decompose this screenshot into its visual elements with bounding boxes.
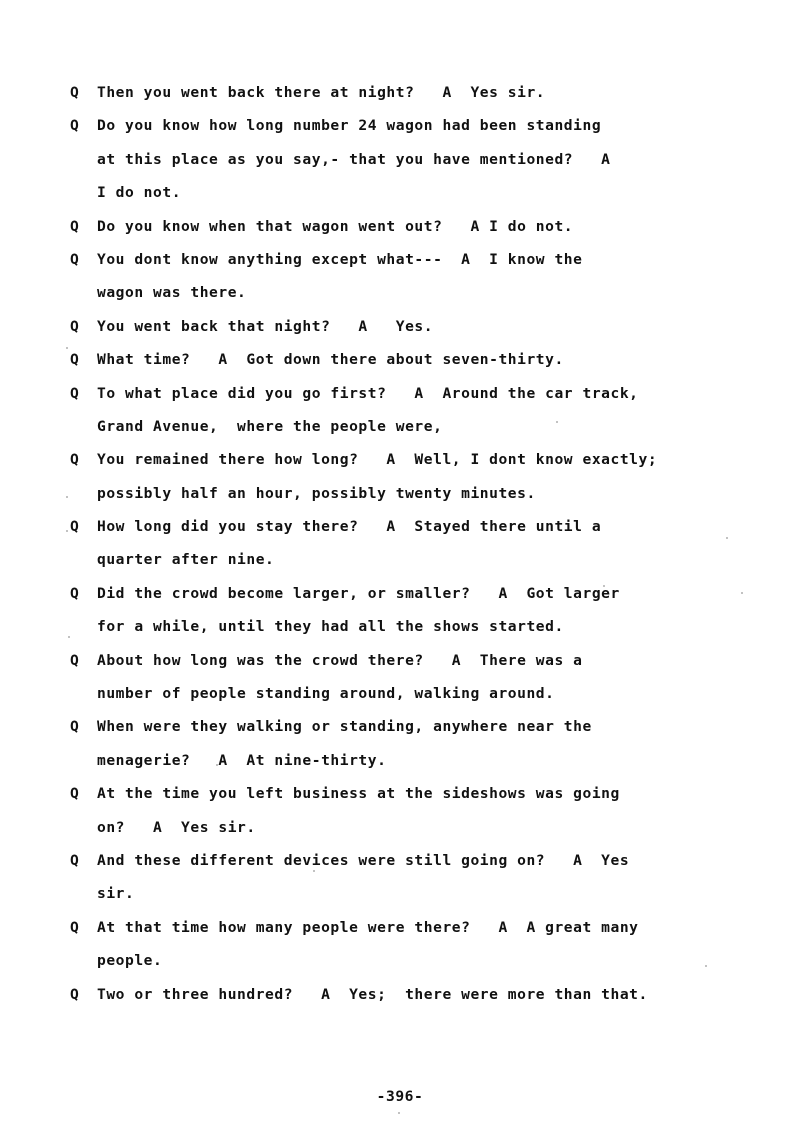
transcript-line-qa — [70, 718, 760, 751]
transcript-line-qa — [70, 84, 760, 117]
transcript-line-text: About how long was the crowd there? A There was a — [97, 651, 583, 669]
transcript-line-text: Two or three hundred? A Yes; there were more than that. — [97, 985, 648, 1003]
transcript-line-qa — [70, 218, 760, 251]
transcript-line-continuation — [70, 618, 760, 651]
transcript-line-text: To what place did you go first? A Around the car track, — [97, 384, 639, 402]
transcript-line-qa — [70, 785, 760, 818]
speaker-label: Q — [70, 851, 80, 869]
transcript-line-text: At that time how many people were there? A A great many — [97, 918, 639, 936]
transcript-line-text: possibly half an hour, possibly twenty minutes. — [97, 484, 536, 502]
paper-speck — [398, 1112, 400, 1114]
speaker-label: Q — [70, 217, 80, 235]
transcript-line-qa — [70, 585, 760, 618]
transcript-line-text: menagerie? A At nine-thirty. — [97, 751, 387, 769]
page-number: -396- — [376, 1088, 424, 1105]
paper-speck — [66, 496, 68, 498]
transcript-line-text: You went back that night? A Yes. — [97, 317, 434, 335]
transcript-line-qa — [70, 852, 760, 885]
speaker-label: Q — [70, 918, 80, 936]
speaker-label: Q — [70, 384, 80, 402]
transcript-body — [70, 84, 760, 1019]
transcript-line-qa — [70, 251, 760, 284]
transcript-line-text: people. — [97, 952, 163, 970]
speaker-label: Q — [70, 351, 80, 369]
paper-speck — [66, 347, 68, 349]
transcript-line-text: Then you went back there at night? A Yes sir. — [97, 84, 546, 101]
transcript-line-text: At the time you left business at the sideshows was going — [97, 785, 620, 803]
transcript-line-continuation — [70, 418, 760, 451]
transcript-line-text: Do you know when that wagon went out? A I do not. — [97, 217, 574, 235]
transcript-line-continuation — [70, 151, 760, 184]
speaker-label: Q — [70, 250, 80, 268]
speaker-label: Q — [70, 518, 80, 536]
transcript-line-qa — [70, 318, 760, 351]
transcript-line-continuation — [70, 885, 760, 918]
transcript-line-qa — [70, 117, 760, 150]
transcript-line-text: sir. — [97, 885, 135, 903]
speaker-label: Q — [70, 451, 80, 469]
transcript-line-continuation — [70, 284, 760, 317]
speaker-label: Q — [70, 985, 80, 1003]
transcript-line-text: I do not. — [97, 184, 182, 202]
speaker-label: Q — [70, 718, 80, 736]
speaker-label: Q — [70, 785, 80, 803]
transcript-line-qa — [70, 652, 760, 685]
transcript-line-text: at this place as you say,- that you have mentioned? A — [97, 150, 611, 168]
speaker-label: Q — [70, 84, 80, 101]
transcript-line-text: quarter after nine. — [97, 551, 275, 569]
transcript-line-text: Did the crowd become larger, or smaller? A Got larger — [97, 584, 620, 602]
transcript-line-continuation — [70, 184, 760, 217]
transcript-line-continuation — [70, 685, 760, 718]
paper-speck — [66, 530, 68, 532]
speaker-label: Q — [70, 317, 80, 335]
transcript-line-text: Grand Avenue, where the people were, — [97, 417, 443, 435]
transcript-line-qa — [70, 518, 760, 551]
transcript-line-text: Do you know how long number 24 wagon had been standing — [97, 117, 602, 135]
transcript-line-text: on? A Yes sir. — [97, 818, 256, 836]
transcript-line-text: And these different devices were still going on? A Yes — [97, 851, 630, 869]
transcript-line-qa — [70, 385, 760, 418]
transcript-line-qa — [70, 451, 760, 484]
speaker-label: Q — [70, 584, 80, 602]
transcript-line-text: You dont know anything except what--- A I know the — [97, 250, 583, 268]
transcript-line-continuation — [70, 485, 760, 518]
transcript-line-continuation — [70, 952, 760, 985]
transcript-line-qa — [70, 351, 760, 384]
transcript-line-qa — [70, 919, 760, 952]
transcript-line-continuation — [70, 819, 760, 852]
transcript-line-text: number of people standing around, walking around. — [97, 685, 555, 703]
transcript-line-text: You remained there how long? A Well, I dont know exactly; — [97, 451, 658, 469]
transcript-line-text: wagon was there. — [97, 284, 247, 302]
transcript-line-text: How long did you stay there? A Stayed there until a — [97, 518, 602, 536]
transcript-line-text: What time? A Got down there about seven-thirty. — [97, 351, 564, 369]
transcript-line-qa — [70, 986, 760, 1019]
speaker-label: Q — [70, 651, 80, 669]
transcript-line-text: for a while, until they had all the shows started. — [97, 618, 564, 636]
speaker-label: Q — [70, 117, 80, 135]
transcript-line-continuation — [70, 551, 760, 584]
transcript-line-continuation — [70, 752, 760, 785]
transcript-line-text: When were they walking or standing, anywhere near the — [97, 718, 592, 736]
